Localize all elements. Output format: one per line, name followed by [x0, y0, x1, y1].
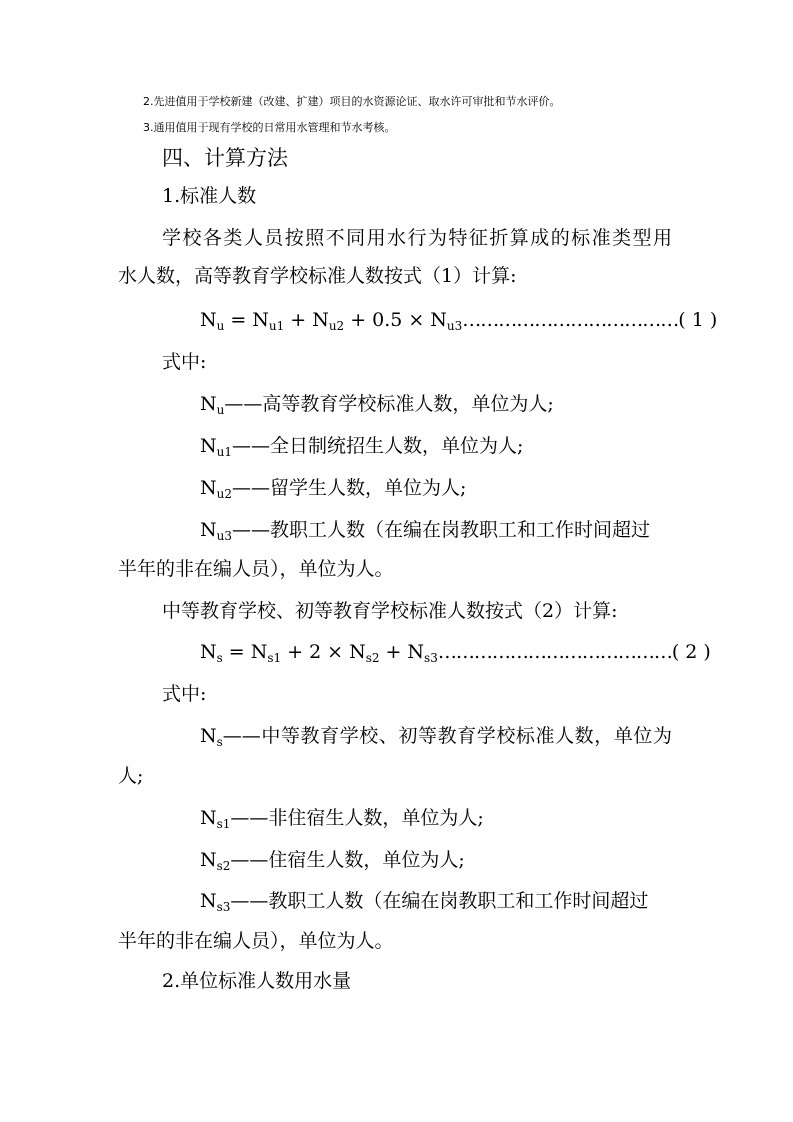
- definition-nu2: $N_{u2}——$留学生人数，单位为人;: [200, 477, 467, 501]
- definition-nu3-continued: 半年的非在编人员），单位为人。: [118, 558, 394, 580]
- formula-2-number: ( 2 ): [671, 641, 711, 663]
- note-advanced-value: 2.先进值用于学校新建（改建、扩建）项目的水资源论证、取水许可审批和节水评价。: [143, 95, 561, 108]
- section-heading: 四、计算方法: [162, 146, 288, 170]
- definition-ns3: $N_{s3}——$教职工人数（在编在岗教职工和工作时间超过: [200, 890, 649, 914]
- note-general-value: 3.通用值用于现有学校的日常用水管理和节水考核。: [143, 121, 396, 134]
- intro-paragraph-line2: 水人数，高等教育学校标准人数按式（1）计算:: [118, 265, 517, 287]
- definition-ns2: $N_{s2}——$住宿生人数，单位为人;: [200, 849, 465, 873]
- subsection-unit-water-use: 2.单位标准人数用水量: [162, 970, 352, 992]
- secondary-primary-intro: 中等教育学校、初等教育学校标准人数按式（2）计算:: [162, 600, 618, 622]
- definition-ns-continued: 人;: [118, 765, 144, 787]
- definition-ns: $N_s——$中等教育学校、初等教育学校标准人数，单位为: [200, 725, 672, 749]
- definition-nu: $N_u——$高等教育学校标准人数，单位为人;: [200, 393, 554, 417]
- definition-nu3: $N_{u3}——$教职工人数（在编在岗教职工和工作时间超过: [200, 519, 651, 543]
- where-label-1: 式中:: [162, 351, 207, 373]
- where-label-2: 式中:: [162, 683, 207, 705]
- definition-ns3-continued: 半年的非在编人员），单位为人。: [118, 930, 394, 952]
- definition-nu1: $N_{u1}——$全日制统招生人数，单位为人;: [200, 435, 524, 459]
- formula-1: $N_u = N_{u1} + N_{u2} + 0.5$ × $N_{u3}\dots\dots\dots\dots\dots\dots\dots\dots\dots\dots\dots\dots$( 1 ): [200, 309, 718, 333]
- formula-1-number: ( 1 ): [678, 309, 718, 331]
- formula-2: $N_s = N_{s1} + 2 \times N_{s2}$ + $N_{s3}\dots\dots\dots\dots\dots\dots\dots\dots\dots\dots\dots\dots\dots$( 2 ): [200, 641, 711, 665]
- definition-ns1: $N_{s1}——$非住宿生人数，单位为人;: [200, 807, 484, 831]
- subsection-standard-headcount: 1.标准人数: [162, 185, 257, 207]
- intro-paragraph-line1: 学校各类人员按照不同用水行为特征折算成的标准类型用: [162, 227, 672, 249]
